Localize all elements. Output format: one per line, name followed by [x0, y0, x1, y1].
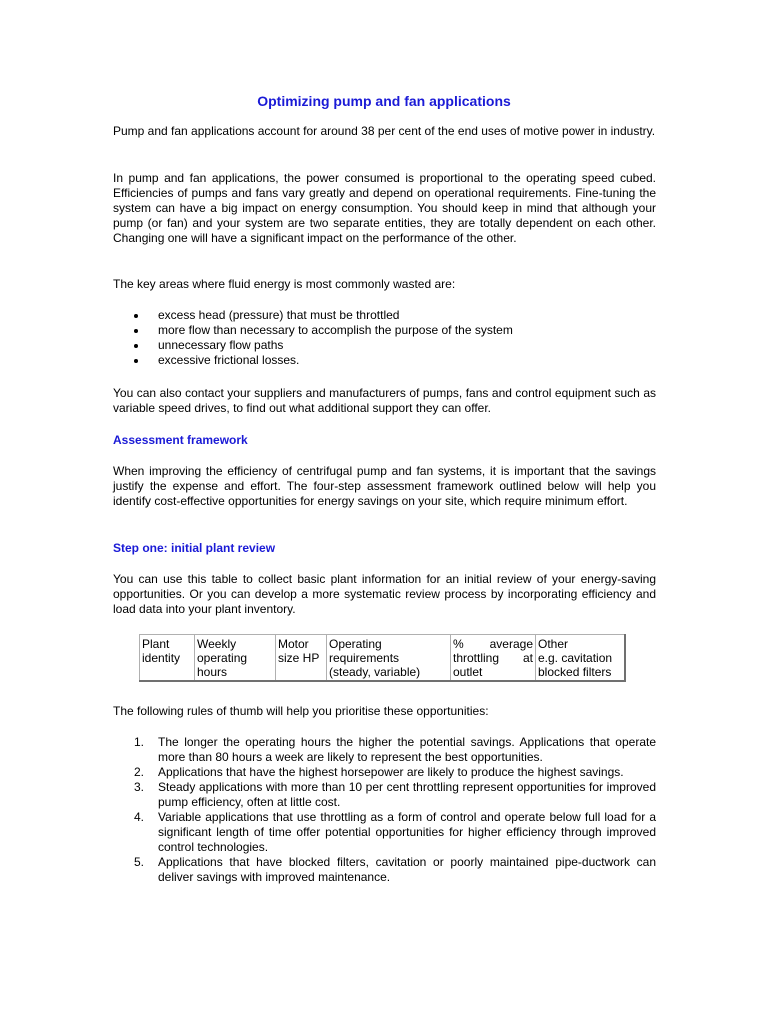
plant-review-table [139, 634, 626, 682]
intro-paragraph-1: Pump and fan applications account for around 38 per cent of the end uses of motive power in industry. [113, 124, 656, 138]
list-item: 1. The longer the operating hours the higher the potential savings. Applications that operate more than 80 hours a week are likely to represent the best opportunities. [134, 735, 656, 764]
rules-list [113, 735, 656, 885]
table-cell-motor-size: Motor size HP [276, 635, 327, 682]
table-cell-weekly-hours: Weekly operating hours [195, 635, 276, 682]
intro-paragraph-2: In pump and fan applications, the power consumed is proportional to the operating speed cubed. Efficiencies of pumps and fans vary greatly and depend on operational requirements. Fine-tuning the system can have a big impact on energy consumption. You should keep in mind that although your pump (or fan) and your system are two separate entities, they are totally dependent on each other. Changing one will have a significant impact on the performance of the other. [113, 171, 656, 245]
contact-paragraph: You can also contact your suppliers and manufacturers of pumps, fans and control equipment such as variable speed drives, to find out what additional support they can offer. [113, 386, 656, 415]
table-row [140, 635, 626, 682]
list-item: 5. Applications that have blocked filters, cavitation or poorly maintained pipe-ductwork can deliver savings with improved maintenance. [134, 855, 656, 884]
assessment-paragraph: When improving the efficiency of centrifugal pump and fan systems, it is important that the savings justify the expense and effort. The four-step assessment framework outlined below will help you identify cost-effective opportunities for energy savings on your site, which require minimum effort. [113, 464, 656, 508]
key-areas-list [113, 308, 656, 368]
list-item: 4. Variable applications that use throttling as a form of control and operate below full load for a significant length of time offer potential opportunities for higher efficiency through improved control technologies. [134, 810, 656, 854]
table-cell-operating-requirements: Operating requirements (steady, variable) [327, 635, 451, 682]
list-item: unnecessary flow paths [113, 338, 656, 353]
assessment-heading: Assessment framework [113, 433, 248, 447]
list-item: 2. Applications that have the highest horsepower are likely to produce the highest savings. [134, 765, 624, 779]
list-item: excess head (pressure) that must be throttled [113, 308, 656, 323]
key-areas-intro: The key areas where fluid energy is most commonly wasted are: [113, 277, 456, 291]
page-title: Optimizing pump and fan applications [257, 93, 511, 109]
table-cell-plant-identity: Plant identity [140, 635, 195, 682]
table-cell-other: Other e.g. cavitation blocked filters [536, 635, 626, 682]
step-one-heading: Step one: initial plant review [113, 541, 276, 555]
list-item: 3. Steady applications with more than 10 per cent throttling represent opportunities for improved pump efficiency, often at little cost. [134, 780, 656, 809]
table-cell-throttling: % average throttling at outlet [451, 635, 536, 682]
step-one-paragraph: You can use this table to collect basic plant information for an initial review of your energy-saving opportunities. Or you can develop a more systematic review process by incorporating efficiency and load data into your plant inventory. [113, 572, 656, 616]
list-item: excessive frictional losses. [113, 353, 656, 368]
rules-intro: The following rules of thumb will help you prioritise these opportunities: [113, 704, 489, 718]
list-item: more flow than necessary to accomplish the purpose of the system [113, 323, 656, 338]
